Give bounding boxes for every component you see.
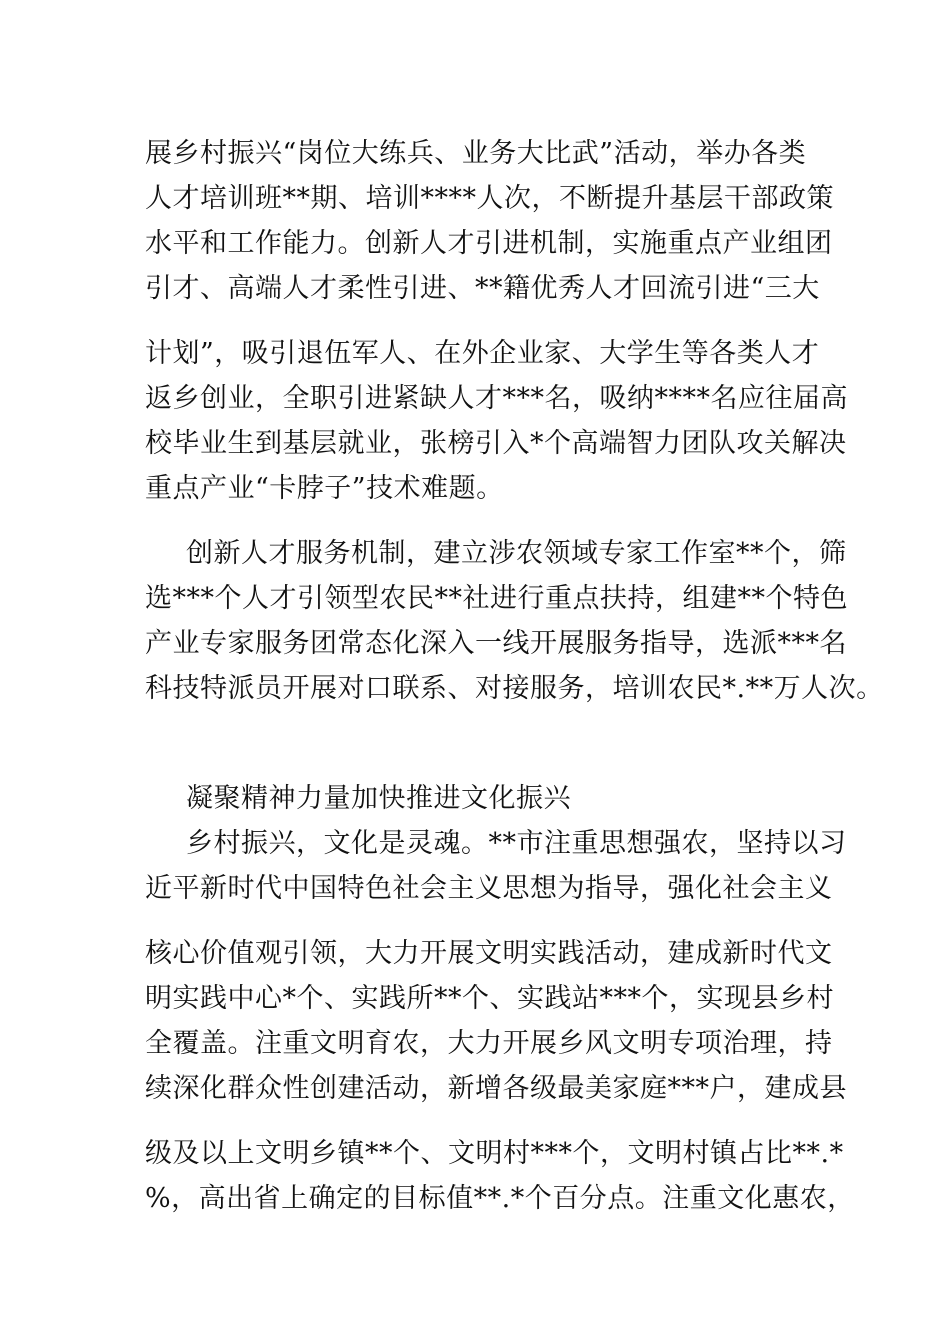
- paragraph-1-line: 校毕业生到基层就业，张榜引入*个高端智力团队攻关解决: [145, 428, 847, 459]
- paragraph-2-line: 创新人才服务机制，建立涉农领域专家工作室**个，筛: [186, 538, 847, 569]
- paragraph-1-line: 人才培训班**期、培训****人次，不断提升基层干部政策: [145, 183, 834, 214]
- paragraph-3-line: 乡村振兴，文化是灵魂。**市注重思想强农，坚持以习: [186, 828, 847, 859]
- paragraph-2-line: 选***个人才引领型农民**社进行重点扶持，组建**个特色: [145, 583, 848, 614]
- paragraph-3-line: 全覆盖。注重文明育农，大力开展乡风文明专项治理，持: [145, 1028, 833, 1059]
- paragraph-1-line: 水平和工作能力。创新人才引进机制，实施重点产业组团: [145, 228, 833, 259]
- paragraph-3-line: 核心价值观引领，大力开展文明实践活动，建成新时代文: [145, 938, 833, 969]
- paragraph-3-line: %，高出省上确定的目标值**.*个百分点。注重文化惠农，: [145, 1183, 855, 1214]
- paragraph-1-line: 计划”，吸引退伍军人、在外企业家、大学生等各类人才: [145, 338, 820, 369]
- paragraph-1-line: 引才、高端人才柔性引进、**籍优秀人才回流引进“三大: [145, 273, 820, 304]
- paragraph-1-line: 展乡村振兴“岗位大练兵、业务大比武”活动，举办各类: [145, 138, 807, 169]
- section-heading: 凝聚精神力量加快推进文化振兴: [186, 783, 571, 814]
- paragraph-3-line: 近平新时代中国特色社会主义思想为指导，强化社会主义: [145, 873, 833, 904]
- paragraph-1-line: 返乡创业，全职引进紧缺人才***名，吸纳****名应往届高: [145, 383, 848, 414]
- paragraph-2-line: 产业专家服务团常态化深入一线开展服务指导，选派***名: [145, 628, 847, 659]
- paragraph-3-line: 续深化群众性创建活动，新增各级最美家庭***户，建成县: [145, 1073, 847, 1104]
- paragraph-1-line: 重点产业“卡脖子”技术难题。: [145, 473, 504, 504]
- paragraph-2-line: 科技特派员开展对口联系、对接服务，培训农民*.**万人次。: [145, 673, 884, 704]
- paragraph-3-line: 级及以上文明乡镇**个、文明村***个，文明村镇占比**.*: [145, 1138, 844, 1169]
- paragraph-3-line: 明实践中心*个、实践所**个、实践站***个，实现县乡村: [145, 983, 834, 1014]
